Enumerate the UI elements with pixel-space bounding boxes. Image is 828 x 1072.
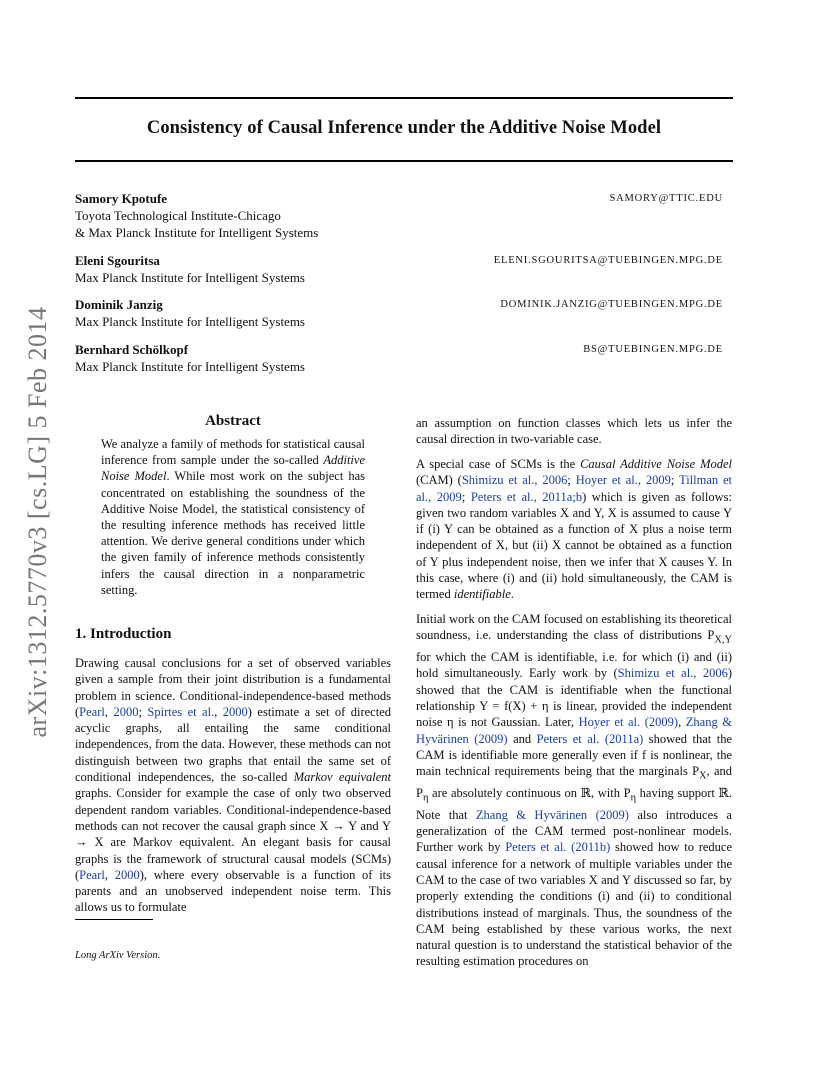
author-affiliation: Max Planck Institute for Intelligent Systems — [75, 270, 305, 285]
footnote-rule — [75, 919, 153, 920]
author-name: Dominik Janzig — [75, 297, 163, 312]
introduction-paragraph — [75, 655, 391, 916]
citation-link[interactable]: 2000 — [222, 704, 248, 719]
paragraph-text: for which the CAM is identifiable, i.e. for which (i) and (ii) hold simultaneously. Early work by ( — [416, 650, 732, 681]
right-column-paragraph-1: an assumption on function classes which lets us infer the causal direction in two-variable case. — [416, 416, 732, 447]
author-email[interactable]: DOMINIK.JANZIG@TUEBINGEN.MPG.DE — [500, 299, 723, 310]
abstract-text-emphasis: Additive Noise Model — [101, 453, 365, 484]
author-email[interactable]: BS@TUEBINGEN.MPG.DE — [583, 344, 723, 355]
citation-link[interactable]: Zhang & Hyvärinen (2009) — [416, 715, 732, 746]
paragraph-text: , — [678, 715, 686, 730]
author-name: Eleni Sgouritsa — [75, 253, 160, 268]
abstract-heading: Abstract — [205, 413, 261, 429]
paragraph-text: ) which is given as follows: given two random variables X and Y, X is assumed to cause Y if (i) Y can be obtained as a function of X plus a noise term independent of X, but (ii) X cannot be obtained as a function of Y plus independent noise, then we infer that X causes Y. In this case, where (i) and (ii) hold simultaneously, the CAM is termed — [416, 489, 732, 602]
citation-link[interactable]: Shimizu et al., 2006 — [617, 666, 728, 681]
paper-title: Consistency of Causal Inference under the Additive Noise Model — [146, 118, 662, 138]
abstract-text-part: We analyze a family of methods for statistical causal inference from sample under the so-called — [101, 437, 365, 468]
paragraph-text: (CAM) ( — [416, 473, 462, 488]
paragraph-text: . — [510, 587, 514, 602]
arxiv-stamp: arXiv:1312.5770v3 [cs.LG] 5 Feb 2014 — [23, 306, 52, 738]
citation-link[interactable]: Hoyer et al., 2009 — [575, 473, 671, 488]
paragraph-text: also introduces a generalization of the CAM termed post-nonlinear models. Further work by — [416, 807, 732, 855]
citation-link[interactable]: Pearl — [79, 867, 105, 882]
citation-link[interactable]: 2000 — [113, 704, 139, 719]
author-name: Samory Kpotufe — [75, 191, 168, 206]
author-block-1 — [75, 190, 735, 241]
abstract-text — [101, 436, 365, 598]
intro-text: Drawing causal conclusions for a set of observed variables given a sample from their joint distribution is a fundamental problem in science. Conditional-independence-based methods ( — [75, 656, 391, 719]
math-subscript: η — [630, 792, 637, 804]
intro-text: , — [104, 867, 115, 882]
paragraph-emphasis: identifiable — [453, 587, 511, 602]
author-block-2 — [75, 252, 735, 286]
paragraph-text: are absolutely continuous on ℝ, with P — [428, 785, 631, 800]
footnote: Long ArXiv Version. — [75, 950, 161, 961]
author-affiliation: Toyota Technological Institute-Chicago — [75, 208, 281, 223]
author-affiliation: & Max Planck Institute for Intelligent Systems — [75, 225, 319, 240]
intro-emphasis: Markov equivalent — [293, 770, 391, 785]
math-subscript: X — [699, 770, 707, 782]
intro-text: , — [214, 704, 223, 719]
top-rule — [75, 97, 733, 99]
right-column-paragraph-3 — [416, 611, 732, 970]
paragraph-text: having support ℝ. Note that — [416, 785, 732, 822]
intro-text: ; — [138, 704, 148, 719]
abstract-text-part: . While most work on the subject has concentrated on establishing the soundness of the Additive Noise Model, the statistical consistency of the resulting inference methods has received little attention. We derive general conditions under which the given family of inference methods consistently infers the causal direction in a nonparametric setting. — [101, 469, 365, 597]
author-block-3 — [75, 296, 735, 330]
paragraph-text: , and P — [416, 764, 732, 800]
intro-text: , — [104, 704, 114, 719]
paragraph-text: Initial work on the CAM focused on establishing its theoretical soundness, i.e. understanding the class of distributions P — [416, 612, 732, 643]
author-affiliation: Max Planck Institute for Intelligent Systems — [75, 359, 305, 374]
author-block-4 — [75, 341, 735, 375]
citation-link[interactable]: Tillman et al., 2009 — [416, 473, 733, 504]
citation-link[interactable]: Peters et al., 2011a;b — [470, 489, 583, 504]
section-heading-introduction: 1. Introduction — [75, 626, 172, 642]
paragraph-text: ; — [670, 473, 679, 488]
citation-link[interactable]: Zhang & Hyvärinen (2009) — [475, 807, 629, 822]
citation-link[interactable]: Hoyer et al. (2009) — [578, 715, 679, 730]
intro-text: ) estimate a set of directed acyclic graphs, all entailing the same conditional independences, from the data. However, these methods can not distinguish between two graphs that entail the same set of conditional independences, the so-called — [75, 704, 392, 785]
paragraph-text: showed how to reduce causal inference for a network of multiple variables under the CAM to the case of two variables X and Y discussed so far, by properly extending the conditions (i) and (ii) to conditional distributions instead of marginals. Thus, the soundness of the CAM being established by these various works, the next natural question is to understand the statistical behavior of the resulting estimation procedures on — [416, 840, 732, 969]
author-email[interactable]: ELENI.SGOURITSA@TUEBINGEN.MPG.DE — [493, 255, 723, 266]
title-bottom-rule — [75, 160, 733, 162]
intro-text: graphs. Consider for example the case of only two observed dependent random variables. Conditional-independence-based methods can not recover the causal graph since X → Y and Y → X are Markov equivalent. An elegant basis for causal graphs is the framework of structural causal models (SCMs) ( — [75, 786, 391, 882]
citation-link[interactable]: Spirtes et al. — [147, 704, 215, 719]
paragraph-text: ; — [567, 473, 576, 488]
citation-link[interactable]: Peters et al. (2011a) — [536, 731, 644, 746]
citation-link[interactable]: Pearl — [79, 704, 105, 719]
math-subscript: η — [422, 792, 429, 804]
author-name: Bernhard Schölkopf — [75, 342, 189, 357]
citation-link[interactable]: 2000 — [114, 867, 140, 882]
author-email[interactable]: SAMORY@TTIC.EDU — [609, 193, 723, 204]
paragraph-text: showed that the CAM is identifiable more generally even if f is nonlinear, the main technical requirements being that the marginals P — [416, 731, 732, 779]
paragraph-text: and — [507, 731, 537, 746]
citation-link[interactable]: Peters et al. (2011b) — [505, 840, 611, 855]
paragraph-text: ) showed that the CAM is identifiable when the functional relationship Y = f(X) + η is linear, provided the independent noise η is not Gaussian. Later, — [416, 666, 732, 730]
citation-link[interactable]: Shimizu et al., 2006 — [461, 473, 568, 488]
intro-text: ), where every observable is a function of its parents and an unobserved independent noise term. This allows us to formulate — [75, 867, 392, 915]
math-subscript: X,Y — [714, 634, 732, 646]
paragraph-text: A special case of SCMs is the — [416, 457, 581, 471]
right-column-paragraph-2 — [416, 456, 732, 603]
paragraph-emphasis: Causal Additive Noise Model — [580, 457, 733, 471]
paragraph-text: ; — [461, 489, 471, 504]
author-affiliation: Max Planck Institute for Intelligent Systems — [75, 314, 305, 329]
